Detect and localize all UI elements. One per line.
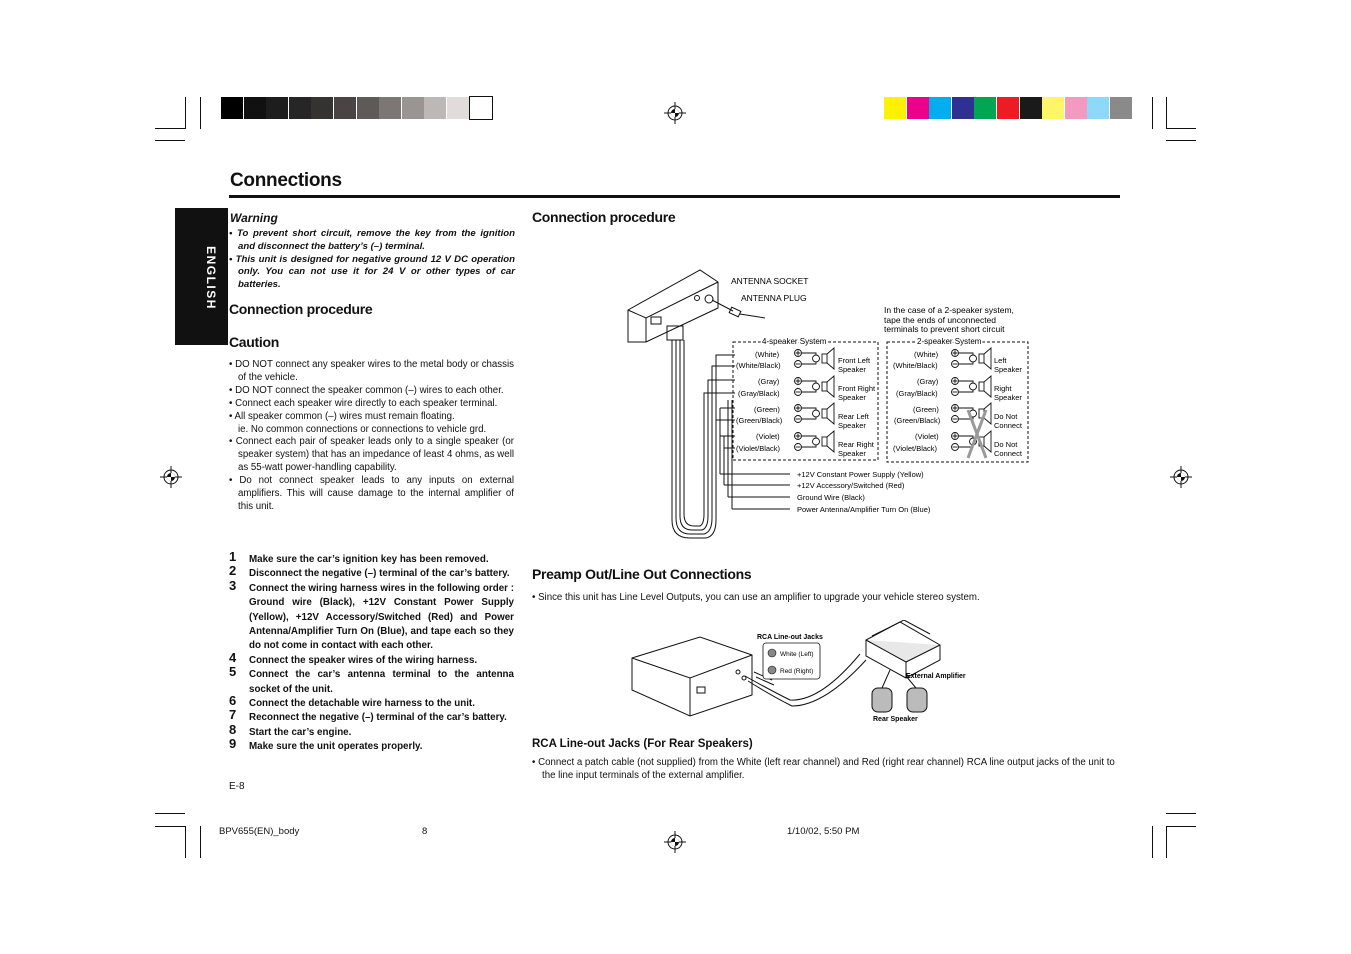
wire-label: (Gray) xyxy=(917,377,939,386)
speaker-label: Connect xyxy=(994,421,1022,430)
wire-label: (White) xyxy=(755,350,780,359)
color-swatch xyxy=(1065,97,1087,119)
caution-item: • DO NOT connect any speaker wires to the metal body or chassis of the vehicle. xyxy=(229,359,514,383)
crop-mark xyxy=(185,826,186,858)
speaker-label: Speaker xyxy=(994,393,1022,402)
crop-mark xyxy=(1166,140,1196,141)
power-wire-label: +12V Accessory/Switched (Red) xyxy=(797,481,905,490)
white-jack-label: White (Left) xyxy=(780,651,814,658)
speaker-icon xyxy=(984,431,991,452)
two-speaker-note-line: tape the ends of unconnected xyxy=(884,315,997,325)
registration-mark-icon xyxy=(160,466,182,488)
caution-item: • All speaker common (–) wires must remain floating. xyxy=(229,410,455,422)
speaker-icon xyxy=(802,353,816,364)
power-wire-label: +12V Constant Power Supply (Yellow) xyxy=(797,470,924,479)
speaker-icon xyxy=(959,353,973,364)
antenna-socket-label: ANTENNA SOCKET xyxy=(731,276,809,286)
rear-speaker-icon xyxy=(872,688,927,712)
step-item xyxy=(229,721,514,740)
wire-label: (White) xyxy=(914,350,939,359)
registration-mark-icon xyxy=(1170,466,1192,488)
step-text: Connect the detachable wire harness to the unit. xyxy=(249,698,475,710)
rca-label: RCA Line-out Jacks xyxy=(757,634,823,641)
caution-list xyxy=(229,359,514,514)
rca-text-item: • Connect a patch cable (not supplied) from the White (left rear channel) and Red (right rear channel) RCA line output jacks of the unit to the line input terminals of the external amplifier. xyxy=(532,757,1115,781)
crop-mark xyxy=(1166,813,1196,814)
color-swatch xyxy=(266,97,288,119)
antenna-plug-label: ANTENNA PLUG xyxy=(741,293,807,303)
crop-mark xyxy=(1166,826,1167,858)
speaker-icon xyxy=(959,381,973,392)
speaker-icon xyxy=(822,409,827,418)
color-swatch xyxy=(402,97,424,119)
step-item xyxy=(229,693,514,711)
registration-mark-icon xyxy=(664,102,686,124)
step-item xyxy=(229,649,514,668)
speaker-label: Speaker xyxy=(838,449,866,458)
red-jack-label: Red (Right) xyxy=(780,668,814,675)
red-jack-icon xyxy=(768,666,776,674)
white-jack-icon xyxy=(768,649,776,657)
speaker-icon xyxy=(953,351,958,356)
speaker-label: Speaker xyxy=(838,421,866,430)
speaker-label: Rear Left xyxy=(838,412,869,421)
warning-list xyxy=(229,228,515,292)
page-number: E-8 xyxy=(229,781,245,792)
wire-label: (Green) xyxy=(913,405,939,414)
warning-item: • To prevent short circuit, remove the key from the ignition and disconnect the battery’s (–) terminal. xyxy=(229,228,515,252)
power-wire-label: Power Antenna/Amplifier Turn On (Blue) xyxy=(797,505,931,514)
preamp-heading: Preamp Out/Line Out Connections xyxy=(532,566,752,582)
wire-label: (Gray/Black) xyxy=(896,389,938,398)
two-speaker-system-label: 2-speaker System xyxy=(917,337,982,346)
crop-mark xyxy=(1166,128,1196,129)
speaker-label: Rear Right xyxy=(838,440,874,449)
color-swatch xyxy=(379,97,401,119)
color-swatch xyxy=(1087,97,1109,119)
speaker-icon xyxy=(813,355,820,362)
speaker-label: Connect xyxy=(994,449,1022,458)
step-text: Make sure the car’s ignition key has been removed. xyxy=(249,554,489,565)
color-swatch xyxy=(244,97,266,119)
color-swatch xyxy=(1020,97,1042,119)
step-text: Make sure the unit operates properly. xyxy=(249,741,423,753)
crop-mark xyxy=(185,97,186,129)
registration-mark-icon xyxy=(664,831,686,853)
caution-item: • DO NOT connect the speaker common (–) wires to each other. xyxy=(229,384,504,396)
wire-label: (Violet) xyxy=(915,432,939,441)
color-swatch xyxy=(447,97,469,119)
speaker-icon xyxy=(802,408,816,419)
speaker-label: Speaker xyxy=(994,365,1022,374)
rca-heading: RCA Line-out Jacks (For Rear Speakers) xyxy=(532,738,753,750)
speaker-icon xyxy=(827,431,834,452)
step-number: 2 xyxy=(229,563,237,579)
power-wire-label: Ground Wire (Black) xyxy=(797,493,865,502)
color-swatch xyxy=(929,97,951,119)
wire-label: (Green) xyxy=(754,405,780,414)
two-speaker-note-line: terminals to prevent short circuit xyxy=(884,324,1005,334)
crop-mark xyxy=(200,826,201,858)
color-swatch xyxy=(1042,97,1064,119)
step-number: 1 xyxy=(229,549,237,564)
speaker-icon xyxy=(827,403,834,424)
speaker-icon xyxy=(822,437,827,446)
amplifier-label: External Amplifier xyxy=(906,673,966,680)
wire-label: (White/Black) xyxy=(893,361,938,370)
crop-mark xyxy=(155,140,185,141)
step-item xyxy=(229,549,514,567)
color-swatch xyxy=(311,97,333,119)
speaker-icon xyxy=(953,379,958,384)
footer-file: BPV655(EN)_body xyxy=(219,826,300,837)
speaker-icon xyxy=(970,355,977,362)
two-speaker-note-line: In the case of a 2-speaker system, xyxy=(884,305,1014,315)
speaker-icon xyxy=(953,434,958,439)
steps-list xyxy=(229,549,514,755)
wire-label: (Gray) xyxy=(758,377,780,386)
crop-mark xyxy=(155,128,185,129)
caution-item: • Do not connect speaker leads to any inputs on external amplifiers. This will cause damage to the internal amplifier of this unit. xyxy=(229,475,514,512)
speaker-icon xyxy=(959,436,973,447)
warning-item: • This unit is designed for negative ground 12 V DC operation only. You can not use it for 24 V or other types of car batteries. xyxy=(229,253,515,291)
do-not-connect-x-icon xyxy=(968,410,986,458)
speaker-label: Speaker xyxy=(838,393,866,402)
crop-mark xyxy=(200,97,201,129)
rca-text xyxy=(532,756,1122,782)
speaker-icon xyxy=(796,434,801,439)
speaker-icon xyxy=(984,348,991,369)
step-text: Disconnect the negative (–) terminal of the car’s battery. xyxy=(249,568,510,580)
step-number: 6 xyxy=(229,693,237,709)
step-text: Start the car’s engine. xyxy=(249,726,352,738)
left-section-heading: Connection procedure xyxy=(229,301,373,317)
wire-label: (Gray/Black) xyxy=(738,389,780,398)
step-text: Reconnect the negative (–) terminal of the car’s battery. xyxy=(249,712,507,724)
speaker-icon xyxy=(813,410,820,417)
caution-item-note: ie. No common connections or connections to vehicle grd. xyxy=(238,423,487,435)
step-text: Connect the speaker wires of the wiring harness. xyxy=(249,654,478,666)
speaker-icon xyxy=(813,383,820,390)
speaker-icon xyxy=(827,348,834,369)
color-swatch xyxy=(884,97,906,119)
speaker-icon xyxy=(796,351,801,356)
step-item xyxy=(229,577,514,654)
speaker-label: Do Not xyxy=(994,440,1018,449)
color-swatch xyxy=(289,97,311,119)
speaker-icon xyxy=(979,354,984,363)
wire-label: (Violet) xyxy=(756,432,780,441)
color-swatch xyxy=(907,97,929,119)
speaker-label: Speaker xyxy=(838,365,866,374)
wiring-diagram xyxy=(620,262,1040,542)
step-number: 7 xyxy=(229,707,237,723)
speaker-icon xyxy=(822,382,827,391)
speaker-icon xyxy=(813,438,820,445)
warning-title: Warning xyxy=(230,211,278,225)
step-text: Connect the wiring harness wires in the following order : Ground wire (Black), +12V Constant Power Supply (Yellow), +12V Accessory/Switched (Red) and Power Antenna/Amplifier Turn On (Blue), and tape each so they do not come in contact with each other. xyxy=(249,582,514,652)
language-tab-label: ENGLISH xyxy=(203,246,218,310)
footer-date: 1/10/02, 5:50 PM xyxy=(787,826,860,837)
step-item xyxy=(229,707,514,725)
wire-label: (White/Black) xyxy=(736,361,781,370)
page-title: Connections xyxy=(230,170,342,191)
speaker-label: Left xyxy=(994,356,1007,365)
crop-mark xyxy=(1152,826,1153,858)
speaker-label: Front Right xyxy=(838,384,876,393)
wire-label: (Green/Black) xyxy=(894,416,941,425)
step-number: 5 xyxy=(229,664,237,680)
speaker-icon xyxy=(984,376,991,397)
caution-item: • Connect each speaker wire directly to each speaker terminal. xyxy=(229,397,498,409)
caution-item: • Connect each pair of speaker leads only to a single speaker (or speaker system) that has an impedance of least 4 ohms, as well as 55-watt power-handling capability. xyxy=(229,436,514,474)
speaker-label: Right xyxy=(994,384,1012,393)
right-section-heading: Connection procedure xyxy=(532,209,676,225)
color-swatch xyxy=(357,97,379,119)
color-swatch xyxy=(1110,97,1132,119)
speaker-icon xyxy=(802,381,816,392)
step-number: 8 xyxy=(229,721,237,737)
color-swatch xyxy=(424,97,446,119)
preamp-text-item: • Since this unit has Line Level Outputs, you can use an amplifier to upgrade your vehicle stereo system. xyxy=(532,592,980,603)
crop-mark xyxy=(155,826,185,827)
speaker-icon xyxy=(970,383,977,390)
wire-label: (Violet/Black) xyxy=(893,444,938,453)
rear-speaker-label: Rear Speaker xyxy=(873,716,918,723)
crop-mark xyxy=(1152,97,1153,129)
step-number: 9 xyxy=(229,736,237,752)
speaker-icon xyxy=(802,436,816,447)
crop-mark xyxy=(1166,97,1167,129)
color-swatch xyxy=(334,97,356,119)
preamp-diagram xyxy=(628,620,978,730)
speaker-icon xyxy=(827,376,834,397)
step-text: Connect the car’s antenna terminal to the antenna socket of the unit. xyxy=(249,669,514,695)
speaker-icon xyxy=(979,382,984,391)
speaker-icon xyxy=(822,354,827,363)
preamp-text xyxy=(532,591,1122,604)
speaker-label: Front Left xyxy=(838,356,871,365)
title-rule xyxy=(229,195,1120,198)
crop-mark xyxy=(1166,826,1196,827)
color-swatch xyxy=(997,97,1019,119)
speaker-label: Do Not xyxy=(994,412,1018,421)
footer-page: 8 xyxy=(422,826,428,837)
step-item xyxy=(229,664,514,697)
four-speaker-system-label: 4-speaker System xyxy=(762,337,827,346)
language-tab xyxy=(175,208,228,345)
color-swatch xyxy=(952,97,974,119)
color-swatch xyxy=(470,97,492,119)
crop-mark xyxy=(155,813,185,814)
caution-heading: Caution xyxy=(229,334,280,350)
step-item xyxy=(229,736,514,754)
speaker-icon xyxy=(796,379,801,384)
step-number: 3 xyxy=(229,577,237,593)
head-unit-drawing xyxy=(632,637,752,716)
wire-label: (Green/Black) xyxy=(736,416,783,425)
speaker-icon xyxy=(953,406,958,411)
speaker-icon xyxy=(796,406,801,411)
color-swatch xyxy=(221,97,243,119)
step-number: 4 xyxy=(229,649,237,665)
step-item xyxy=(229,563,514,581)
external-amplifier-drawing xyxy=(866,620,940,678)
wire-label: (Violet/Black) xyxy=(736,444,781,453)
color-swatch xyxy=(974,97,996,119)
